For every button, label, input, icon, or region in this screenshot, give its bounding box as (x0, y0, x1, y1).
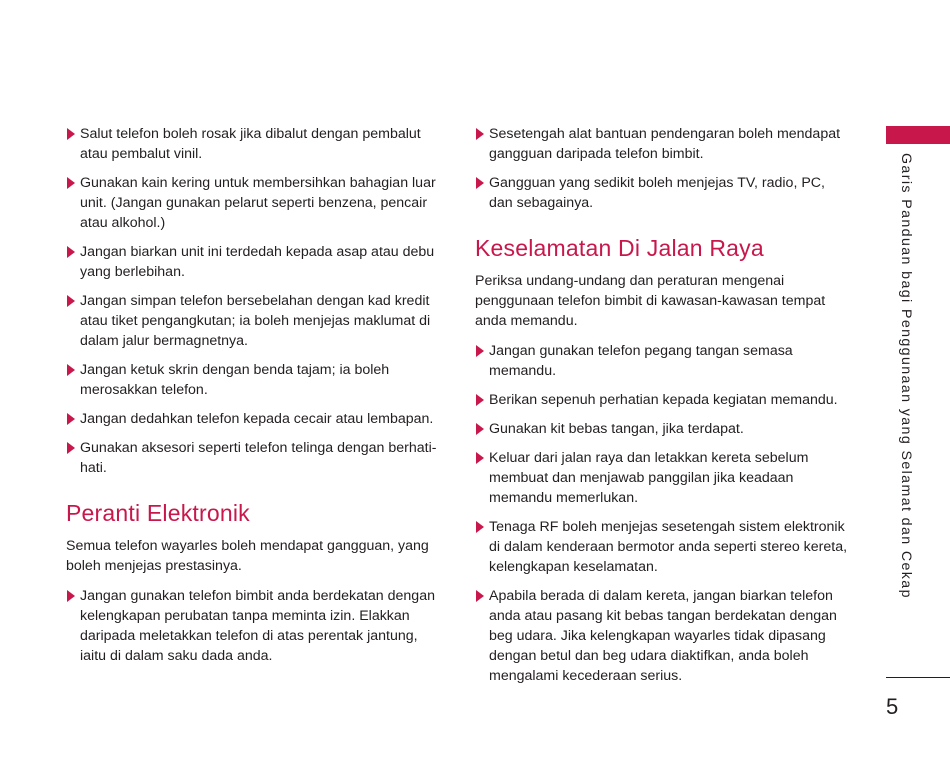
section-intro: Semua telefon wayarles boleh mendapat gangguan, yang boleh menjejas prestasinya. (66, 538, 429, 574)
list-item: Gunakan kain kering untuk membersihkan bahagian luar unit. (Jangan gunakan pelarut seperti benzena, pencair atau alkohol.) (66, 173, 438, 233)
list-item: Jangan gunakan telefon pegang tangan semasa memandu. (475, 341, 850, 381)
bullet-triangle-icon (476, 590, 484, 602)
list-item: Keluar dari jalan raya dan letakkan kereta sebelum membuat dan menjawab panggilan jika keadaan memandu memerlukan. (475, 448, 850, 508)
bullet-triangle-icon (476, 128, 484, 140)
section-intro: Periksa undang-undang dan peraturan mengenai penggunaan telefon bimbit di kawasan-kawasan tempat anda memandu. (475, 273, 826, 329)
bullet-triangle-icon (67, 364, 75, 376)
bullet-triangle-icon (476, 423, 484, 435)
left-column (66, 124, 438, 675)
list-item: Sesetengah alat bantuan pendengaran boleh mendapat gangguan daripada telefon bimbit. (475, 124, 850, 164)
page-number-divider (886, 677, 950, 678)
list-item: Apabila berada di dalam kereta, jangan biarkan telefon anda atau pasang kit bebas tangan berdekatan dengan beg udara. Jika kelengkapan wayarles tidak dipasang dengan betul dan beg udara diaktifkan, anda boleh mengalami kecederaan serius. (475, 586, 850, 686)
bullet-triangle-icon (67, 442, 75, 454)
right-column (475, 124, 850, 695)
list-item: Jangan gunakan telefon bimbit anda berdekatan dengan kelengkapan perubatan tanpa meminta izin. Elakkan daripada meletakkan telefon di atas perentak jantung, iaitu di dalam saku dada anda. (66, 586, 438, 666)
bullet-triangle-icon (476, 452, 484, 464)
list-item: Salut telefon boleh rosak jika dibalut dengan pembalut atau pembalut vinil. (66, 124, 438, 164)
list-item: Jangan biarkan unit ini terdedah kepada asap atau debu yang berlebihan. (66, 242, 438, 282)
list-item: Gangguan yang sedikit boleh menjejas TV, radio, PC, dan sebagainya. (475, 173, 850, 213)
list-item: Jangan dedahkan telefon kepada cecair atau lembapan. (66, 409, 438, 429)
section-heading-road-safety: Keselamatan Di Jalan Raya (475, 235, 764, 261)
side-chapter-title: Garis Panduan bagi Penggunaan yang Selamat dan Cekap (898, 153, 914, 599)
bullet-triangle-icon (476, 521, 484, 533)
list-item: Jangan ketuk skrin dengan benda tajam; ia boleh merosakkan telefon. (66, 360, 438, 400)
list-item: Jangan simpan telefon bersebelahan dengan kad kredit atau tiket pengangkutan; ia boleh menjejas maklumat di dalam jalur bermagnetnya. (66, 291, 438, 351)
side-accent-bar (886, 126, 950, 144)
list-item: Berikan sepenuh perhatian kepada kegiatan memandu. (475, 390, 850, 410)
bullet-triangle-icon (476, 177, 484, 189)
bullet-triangle-icon (67, 128, 75, 140)
page-number: 5 (886, 694, 899, 719)
bullet-triangle-icon (67, 177, 75, 189)
bullet-triangle-icon (67, 295, 75, 307)
bullet-triangle-icon (476, 394, 484, 406)
bullet-triangle-icon (67, 590, 75, 602)
section-heading-electronic-devices: Peranti Elektronik (66, 500, 250, 526)
list-item: Gunakan aksesori seperti telefon telinga dengan berhati-hati. (66, 438, 438, 478)
bullet-triangle-icon (67, 246, 75, 258)
bullet-triangle-icon (476, 345, 484, 357)
bullet-triangle-icon (67, 413, 75, 425)
list-item: Tenaga RF boleh menjejas sesetengah sistem elektronik di dalam kenderaan bermotor anda seperti stereo kereta, kelengkapan keselamatan. (475, 517, 850, 577)
list-item: Gunakan kit bebas tangan, jika terdapat. (475, 419, 850, 439)
